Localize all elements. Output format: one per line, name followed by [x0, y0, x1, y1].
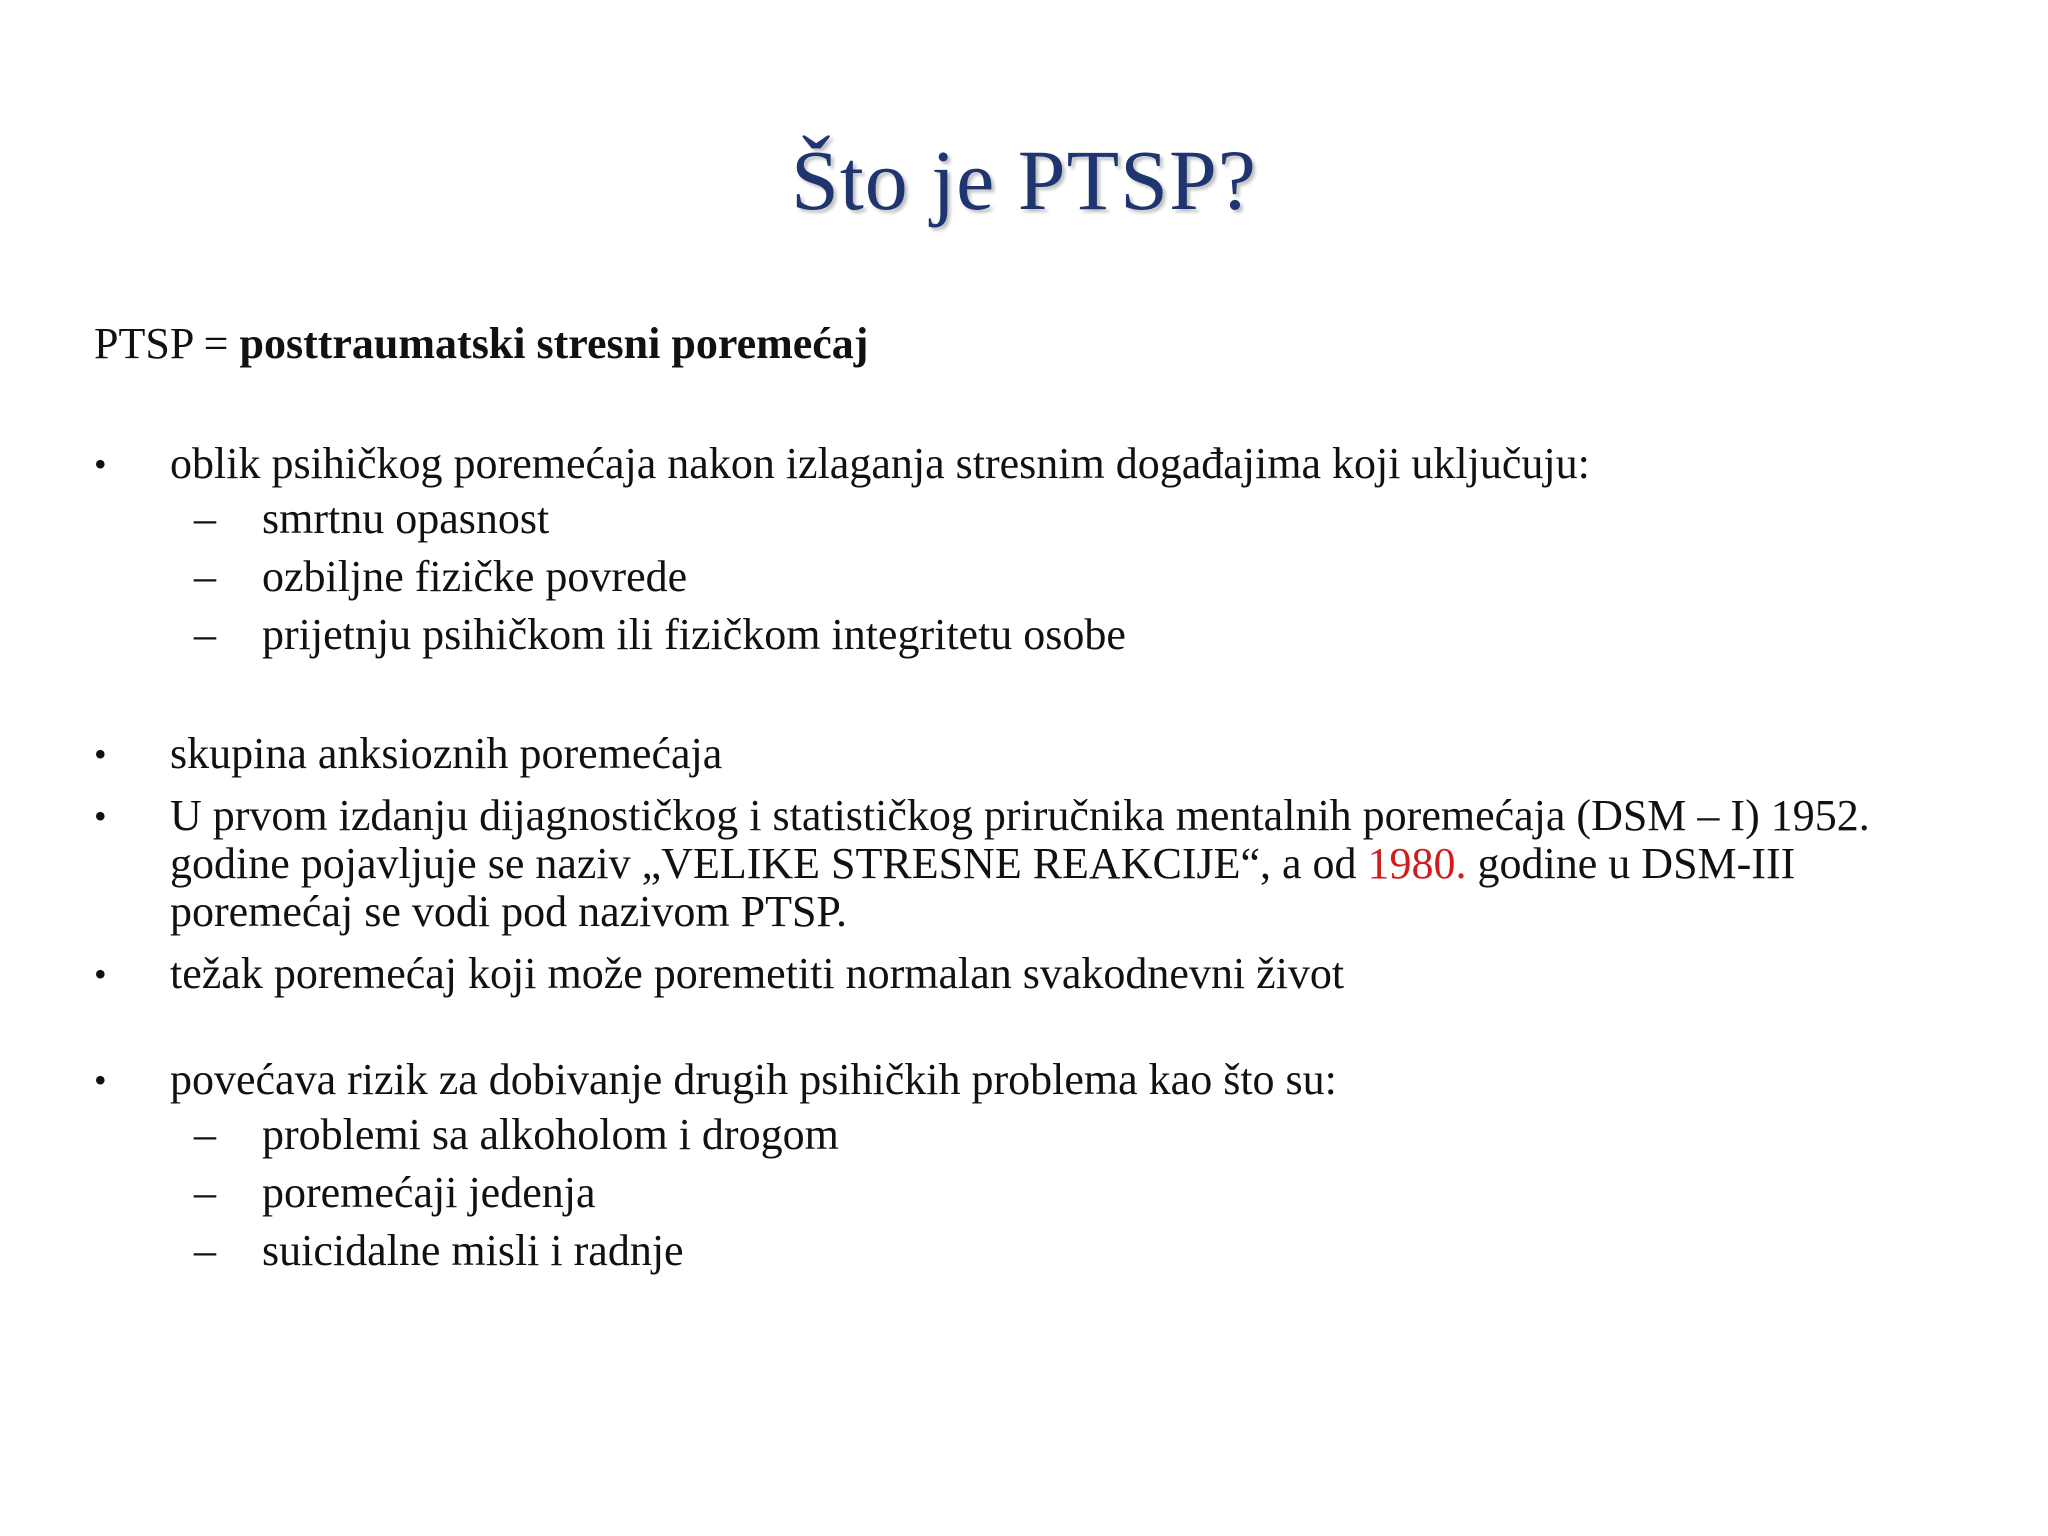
bullet-group-1	[94, 440, 1974, 664]
sub-item-text: suicidalne misli i radnje	[262, 1226, 684, 1275]
dash-icon: –	[194, 552, 216, 601]
list-item	[94, 950, 1974, 998]
sub-item-text: smrtnu opasnost	[262, 494, 550, 543]
list-item	[94, 440, 1974, 488]
sub-item	[94, 1106, 1974, 1164]
dash-icon: –	[194, 494, 216, 543]
sub-item-text: problemi sa alkoholom i drogom	[262, 1110, 839, 1159]
definition-expanded: posttraumatski stresni poremećaj	[239, 319, 869, 368]
sub-item-text: prijetnju psihičkom ili fizičkom integritetu osobe	[262, 610, 1126, 659]
definition	[94, 318, 868, 369]
bullet-group-2	[94, 730, 1974, 998]
bullet-icon: •	[94, 1060, 107, 1100]
bullet-text: težak poremećaj koji može poremetiti normalan svakodnevni život	[170, 949, 1345, 998]
sub-item-text: poremećaji jedenja	[262, 1168, 596, 1217]
bullet-icon: •	[94, 954, 107, 994]
dash-icon: –	[194, 1168, 216, 1217]
sub-item	[94, 606, 1974, 664]
dash-icon: –	[194, 1110, 216, 1159]
sub-item	[94, 490, 1974, 548]
sub-item	[94, 1164, 1974, 1222]
dash-icon: –	[194, 610, 216, 659]
list-item	[94, 1056, 1974, 1104]
definition-term: PTSP =	[94, 319, 240, 368]
bullet-text: U prvom izdanju dijagnostičkog i statističkog priručnika mentalnih poremećaja (DSM – I) 1952. godine pojavljuje se naziv „VELIKE STRESNE REAKCIJE“, a od	[170, 791, 1870, 888]
bullet-text: povećava rizik za dobivanje drugih psihičkih problema kao što su:	[170, 1055, 1337, 1104]
bullet-text: oblik psihičkog poremećaja nakon izlaganja stresnim događajima koji uključuju:	[170, 439, 1590, 488]
page-title: Što je PTSP?	[791, 132, 1257, 228]
bullet-group-3	[94, 1056, 1974, 1280]
bullet-text: skupina anksioznih poremećaja	[170, 729, 723, 778]
list-item	[94, 792, 1974, 936]
sub-item-text: ozbiljne fizičke povrede	[262, 552, 688, 601]
bullet-icon: •	[94, 796, 107, 836]
sub-item	[94, 1222, 1974, 1280]
bullet-icon: •	[94, 734, 107, 774]
sub-item	[94, 548, 1974, 606]
dash-icon: –	[194, 1226, 216, 1275]
list-item	[94, 730, 1974, 778]
highlight-year: 1980.	[1367, 839, 1467, 888]
bullet-text: godine u DSM-III poremećaj se vodi pod nazivom PTSP.	[170, 839, 1796, 936]
bullet-icon: •	[94, 444, 107, 484]
